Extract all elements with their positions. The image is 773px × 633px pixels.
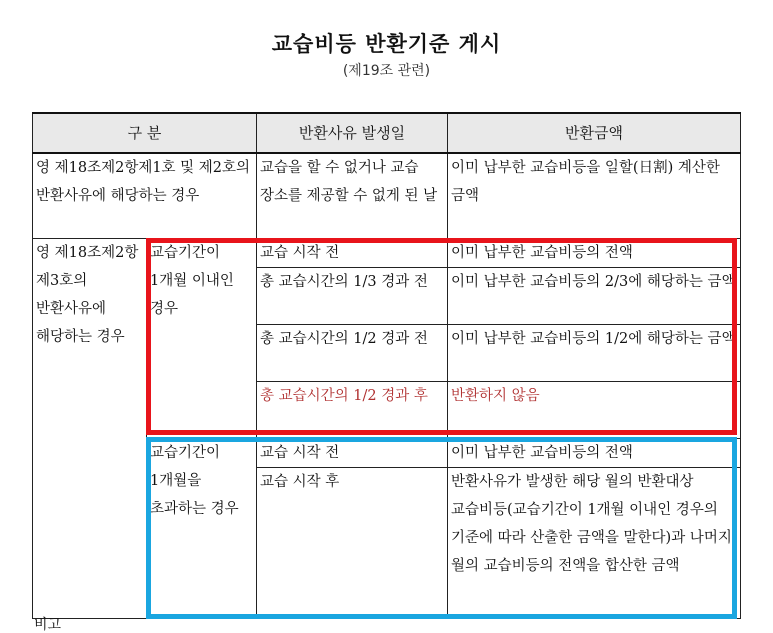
date-cell: 총 교습시간의 1/2 경과 후 (257, 382, 448, 439)
date-cell: 교습 시작 전 (257, 439, 448, 468)
date-cell: 총 교습시간의 1/3 경과 전 (257, 268, 448, 325)
table-row (33, 153, 741, 239)
category-cell: 영 제18조제2항제1호 및 제2호의 반환사유에 해당하는 경우 (33, 153, 257, 239)
page-subtitle: (제19조 관련) (342, 63, 431, 79)
amount-cell: 반환사유가 발생한 해당 월의 반환대상 교습비등(교습기간이 1개월 이내인 경우의 기준에 따라 산출한 금액을 말한다)과 나머지 월의 교습비등의 전액을 합산한 금액 (448, 468, 741, 619)
page-title: 교습비등 반환기준 게시 (271, 32, 502, 56)
header-date: 반환사유 발생일 (257, 113, 448, 153)
date-cell: 교습을 할 수 없거나 교습 장소를 제공할 수 없게 된 날 (257, 153, 448, 239)
header-amount: 반환금액 (448, 113, 741, 153)
refund-table (32, 112, 741, 619)
date-cell: 총 교습시간의 1/2 경과 전 (257, 325, 448, 382)
period-cell: 교습기간이 1개월을 초과하는 경우 (147, 439, 257, 619)
period-cell: 교습기간이 1개월 이내인 경우 (147, 239, 257, 439)
table-row (33, 239, 741, 268)
amount-cell: 이미 납부한 교습비등의 전액 (448, 439, 741, 468)
category-cell: 영 제18조제2항 제3호의 반환사유에 해당하는 경우 (33, 239, 147, 619)
date-cell: 교습 시작 후 (257, 468, 448, 619)
amount-cell: 이미 납부한 교습비등을 일할(日割) 계산한 금액 (448, 153, 741, 239)
header-category: 구 분 (33, 113, 257, 153)
amount-cell: 이미 납부한 교습비등의 전액 (448, 239, 741, 268)
amount-cell: 이미 납부한 교습비등의 1/2에 해당하는 금액 (448, 325, 741, 382)
table-header-row (33, 113, 741, 153)
amount-cell: 이미 납부한 교습비등의 2/3에 해당하는 금액 (448, 268, 741, 325)
footnote: 비고 (34, 617, 62, 633)
date-cell: 교습 시작 전 (257, 239, 448, 268)
amount-cell: 반환하지 않음 (448, 382, 741, 439)
